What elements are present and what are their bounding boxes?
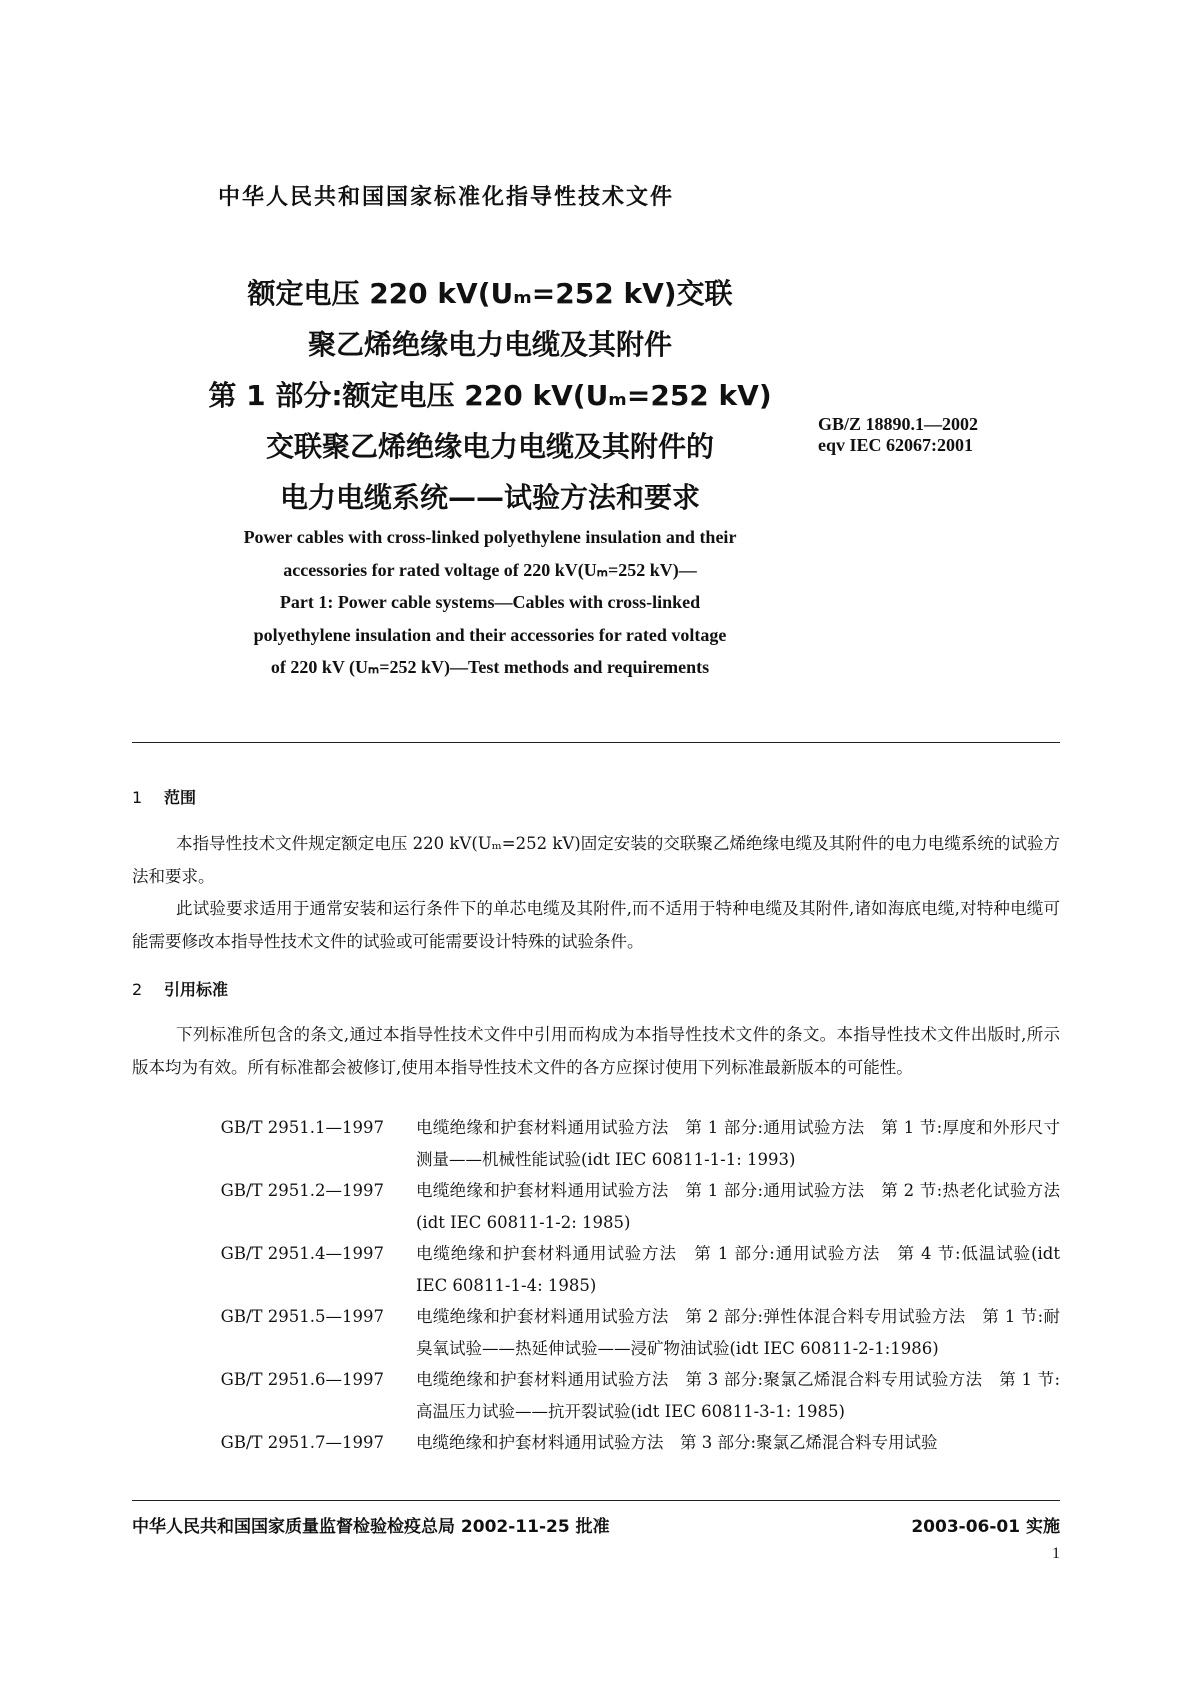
- page-number: 1: [1052, 1545, 1060, 1562]
- chinese-title-line: 聚乙烯绝缘电力电缆及其附件: [307, 328, 672, 361]
- title-divider: [132, 742, 1060, 743]
- standard-code: GB/Z 18890.1—2002: [818, 414, 979, 434]
- reference-title: 电缆绝缘和护套材料通用试验方法 第 1 部分:通用试验方法 第 4 节:低温试验(idt IEC 60811-1-4: 1985): [416, 1244, 1060, 1295]
- document-category-title: 中华人民共和国国家标准化指导性技术文件: [218, 185, 675, 210]
- chinese-title-line: 电力电缆系统——试验方法和要求: [279, 481, 700, 514]
- chinese-title-line: 额定电压 220 kV(Uₘ=252 kV)交联: [247, 277, 733, 310]
- reference-code: GB/T 2951.7—1997: [220, 1433, 384, 1452]
- english-title: [160, 521, 820, 684]
- chinese-title-line: 第 1 部分:额定电压 220 kV(Uₘ=252 kV): [208, 379, 772, 412]
- reference-item: [132, 1238, 1060, 1301]
- body-paragraph: 本指导性技术文件规定额定电压 220 kV(Uₘ=252 kV)固定安装的交联聚乙烯绝缘电缆及其附件的电力电缆系统的试验方法和要求。: [132, 834, 1060, 886]
- english-title-line: accessories for rated voltage of 220 kV(Uₘ=252 kV)—: [283, 559, 697, 580]
- reference-item: [132, 1364, 1060, 1427]
- section-title: 引用标准: [164, 980, 229, 999]
- chinese-title: [180, 268, 800, 523]
- reference-code: GB/T 2951.5—1997: [220, 1307, 384, 1326]
- reference-title: 电缆绝缘和护套材料通用试验方法 第 1 部分:通用试验方法 第 1 节:厚度和外形尺寸测量——机械性能试验(idt IEC 60811-1-1: 1993): [416, 1118, 1060, 1169]
- body-paragraph: 此试验要求适用于通常安装和运行条件下的单芯电缆及其附件,而不适用于特种电缆及其附件,诸如海底电缆,对特种电缆可能需要修改本指导性技术文件的试验或可能需要设计特殊的试验条件。: [132, 899, 1060, 951]
- section-number: 1: [132, 788, 143, 807]
- reference-title: 电缆绝缘和护套材料通用试验方法 第 1 部分:通用试验方法 第 2 节:热老化试验方法(idt IEC 60811-1-2: 1985): [416, 1181, 1060, 1232]
- english-title-line: polyethylene insulation and their accessories for rated voltage: [253, 624, 727, 645]
- reference-title: 电缆绝缘和护套材料通用试验方法 第 3 部分:聚氯乙烯混合料专用试验方法 第 1 节:高温压力试验——抗开裂试验(idt IEC 60811-3-1: 1985): [416, 1370, 1060, 1421]
- reference-code: GB/T 2951.2—1997: [220, 1181, 384, 1200]
- chinese-title-line: 交联聚乙烯绝缘电力电缆及其附件的: [265, 430, 714, 463]
- body-paragraph: 下列标准所包含的条文,通过本指导性技术文件中引用而构成为本指导性技术文件的条文。本指导性技术文件出版时,所示版本均为有效。所有标准都会被修订,使用本指导性技术文件的各方应探讨使用下列标准最新版本的可能性。: [132, 1025, 1060, 1077]
- reference-code: GB/T 2951.1—1997: [220, 1118, 384, 1137]
- reference-item: [132, 1112, 1060, 1175]
- english-title-line: Part 1: Power cable systems—Cables with cross-linked: [279, 592, 701, 612]
- section-heading: [132, 785, 196, 808]
- effective-date: 2003-06-01 实施: [911, 1517, 1060, 1537]
- reference-item: [132, 1301, 1060, 1364]
- english-title-line: of 220 kV (Uₘ=252 kV)—Test methods and requirements: [270, 657, 710, 677]
- reference-title: 电缆绝缘和护套材料通用试验方法 第 3 部分:聚氯乙烯混合料专用试验: [416, 1433, 938, 1452]
- reference-title: 电缆绝缘和护套材料通用试验方法 第 2 部分:弹性体混合料专用试验方法 第 1 节:耐臭氧试验——热延伸试验——浸矿物油试验(idt IEC 60811-2-1:1986): [416, 1307, 1060, 1358]
- reference-code: GB/T 2951.6—1997: [220, 1370, 384, 1389]
- english-title-line: Power cables with cross-linked polyethylene insulation and their: [243, 527, 737, 547]
- standard-number-block: [818, 414, 978, 456]
- footer-divider: [132, 1500, 1060, 1501]
- section-heading: [132, 977, 228, 1000]
- reference-code: GB/T 2951.4—1997: [220, 1244, 384, 1263]
- reference-item: [132, 1175, 1060, 1238]
- reference-item: [132, 1427, 1060, 1459]
- reference-list: [132, 1112, 1060, 1459]
- approval-statement: 中华人民共和国国家质量监督检验检疫总局 2002-11-25 批准: [132, 1517, 610, 1537]
- section-title: 范围: [164, 788, 197, 807]
- section-number: 2: [132, 980, 143, 999]
- standard-equivalent: eqv IEC 62067:2001: [818, 435, 974, 455]
